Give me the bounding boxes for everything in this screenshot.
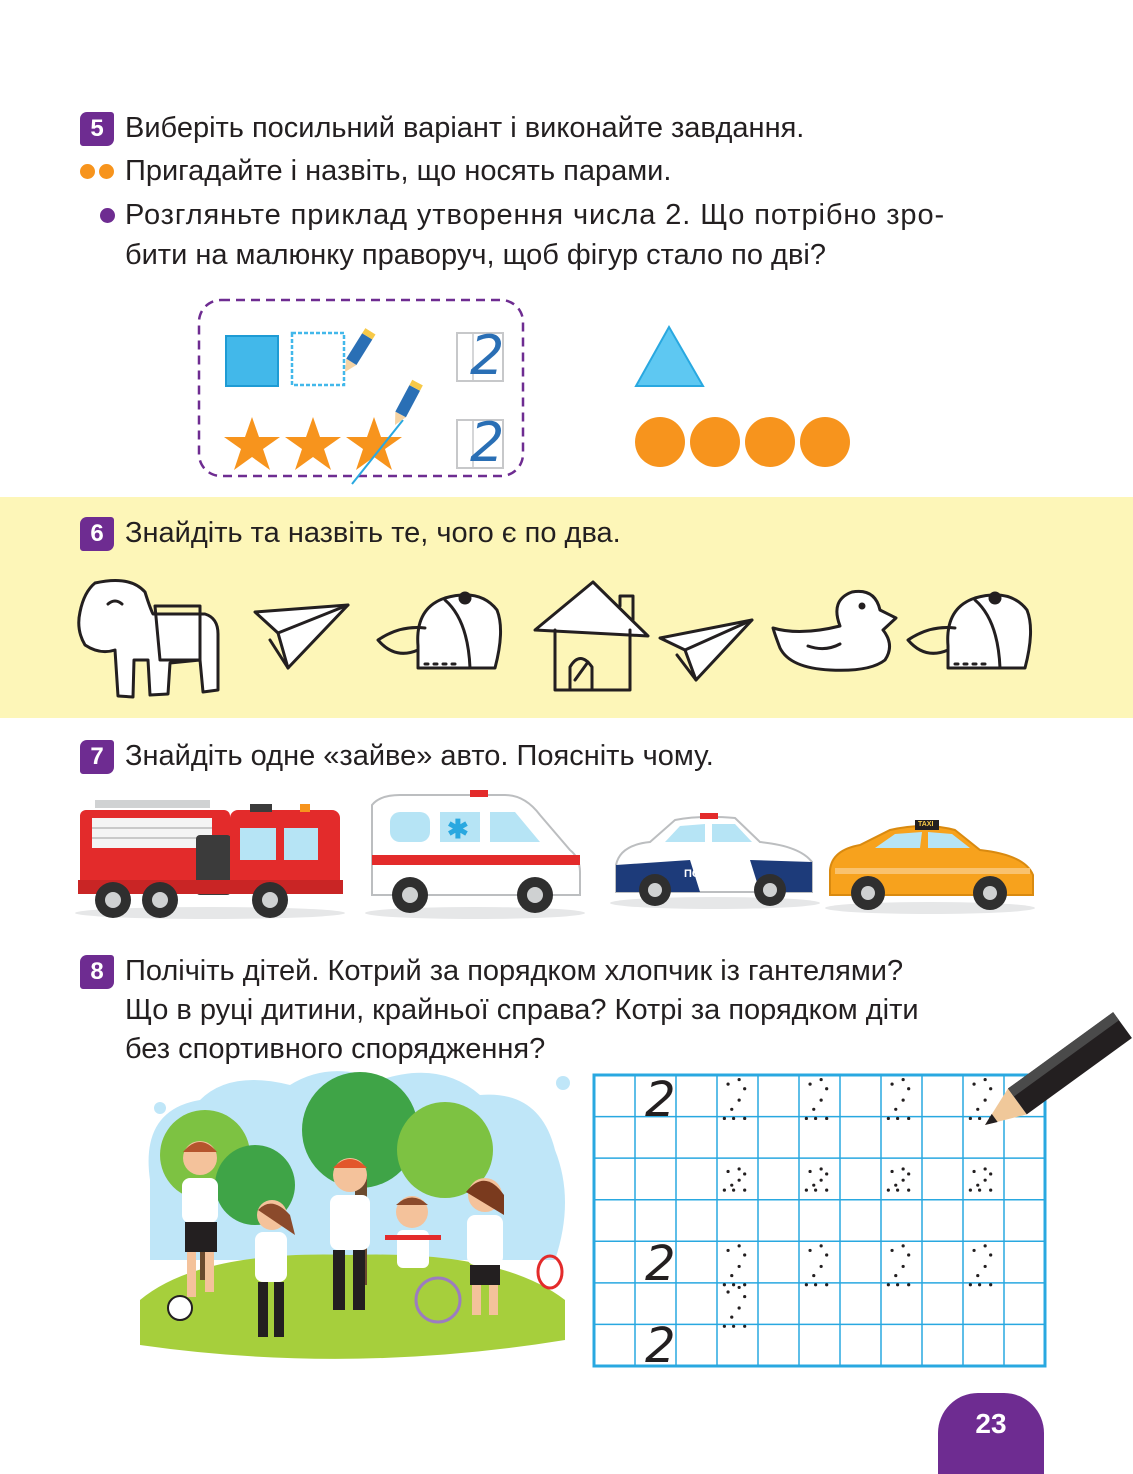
grid-digit-row-3: 2 [645, 1236, 676, 1292]
task-5-number: 5 [80, 112, 114, 146]
trace-dot [730, 1316, 733, 1319]
trace-dot [723, 1283, 726, 1286]
trace-dot [896, 1283, 899, 1286]
trace-dot [984, 1265, 987, 1268]
trace-dot [738, 1286, 741, 1289]
trace-dot [969, 1283, 972, 1286]
trace-dot [825, 1253, 828, 1256]
trace-dot [726, 1290, 729, 1293]
example-digit-2: 2 [470, 411, 505, 474]
trace-dot [743, 1253, 746, 1256]
trace-dot [907, 1283, 910, 1286]
trace-dot [732, 1325, 735, 1328]
task-5-hard-line-2: бити на малюнку праворуч, щоб фігур стало по дві? [125, 239, 826, 271]
trace-dot [902, 1265, 905, 1268]
task-5-title: Виберіть посильний варіант і виконайте завдання. [125, 112, 805, 144]
trace-dot [738, 1265, 741, 1268]
trace-dot [743, 1283, 746, 1286]
trace-dot [812, 1274, 815, 1277]
trace-dot [726, 1249, 729, 1252]
task-7-number: 7 [80, 740, 114, 774]
grid-digit-row-4: 2 [645, 1318, 676, 1374]
trace-dot [743, 1325, 746, 1328]
task-8-line-2: Що в руці дитини, крайньої справа? Котрі за порядком діти [125, 994, 919, 1026]
svg-text:✱: ✱ [447, 814, 469, 844]
trace-dot [978, 1283, 981, 1286]
task-5-easy-text: Пригадайте і назвіть, що носять парами. [125, 155, 672, 187]
taxi-label: TAXI [918, 821, 934, 828]
trace-dot [738, 1306, 741, 1309]
trace-dot [808, 1249, 811, 1252]
page-number: 23 [938, 1393, 1044, 1474]
police-label: ПОЛІЦІЯ [684, 868, 730, 880]
trace-dot [907, 1253, 910, 1256]
task-7-title: Знайдіть одне «зайве» авто. Поясніть чому. [125, 740, 714, 772]
trace-dot [723, 1325, 726, 1328]
example-digit-1: 2 [470, 324, 505, 387]
task-5-hard-line-1: Розгляньте приклад утворення числа 2. Що потрібно зро- [125, 199, 946, 231]
trace-dot [805, 1283, 808, 1286]
trace-dot [730, 1274, 733, 1277]
task-6-number: 6 [80, 517, 114, 551]
trace-dot [825, 1283, 828, 1286]
trace-dot [976, 1274, 979, 1277]
task-8-line-3: без спортивного спорядження? [125, 1033, 546, 1065]
trace-dot [989, 1283, 992, 1286]
trace-dot [989, 1253, 992, 1256]
grid-digit-row-1: 2 [645, 1072, 676, 1128]
trace-dot [743, 1295, 746, 1298]
trace-dot [820, 1244, 823, 1247]
trace-dot [894, 1274, 897, 1277]
task-8-number: 8 [80, 955, 114, 989]
trace-dot [732, 1283, 735, 1286]
trace-dot [902, 1244, 905, 1247]
trace-dot [887, 1283, 890, 1286]
trace-dot [890, 1249, 893, 1252]
trace-dot [814, 1283, 817, 1286]
trace-dot [984, 1244, 987, 1247]
trace-dot [738, 1244, 741, 1247]
task-8-line-1: Полічіть дітей. Котрий за порядком хлопчик із гантелями? [125, 955, 904, 987]
trace-dot [820, 1265, 823, 1268]
task-6-title: Знайдіть та назвіть те, чого є по два. [125, 517, 621, 549]
trace-dot [972, 1249, 975, 1252]
